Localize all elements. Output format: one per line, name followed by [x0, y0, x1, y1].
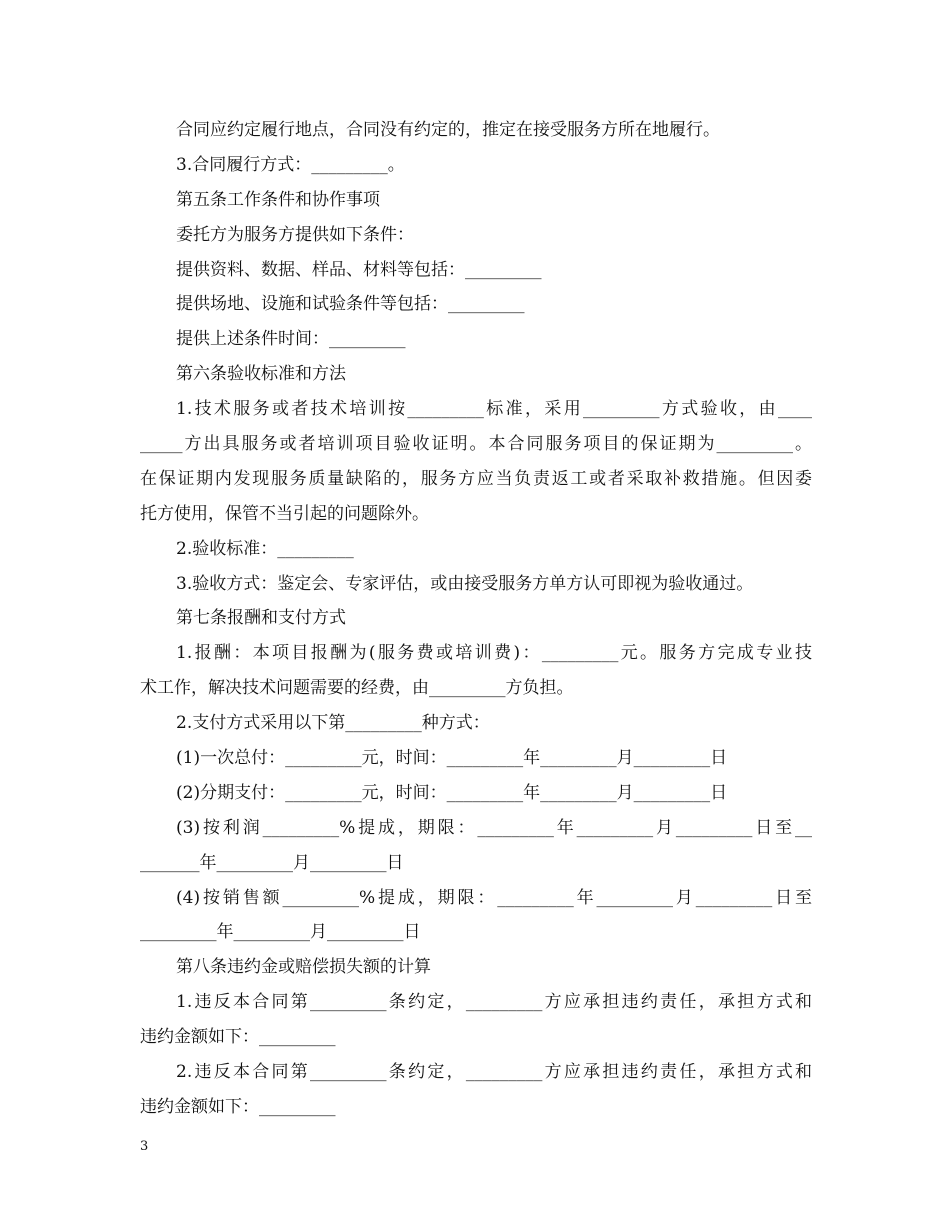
paragraph-line: 3.验收方式：鉴定会、专家评估，或由接受服务方单方认可即视为验收通过。 [176, 573, 754, 594]
paragraph-line: (3)按利润_________%提成，期限：_________年_________月_________日至__ [176, 817, 812, 838]
paragraph-line: 2.违反本合同第_________条约定，_________方应承担违约责任，承担方式和 [176, 1062, 812, 1083]
paragraph-line: 合同应约定履行地点，合同没有约定的，推定在接受服务方所在地履行。 [176, 120, 720, 140]
paragraph-line: _________年_________月_________日 [140, 922, 421, 943]
section-heading: 第六条验收标准和方法 [176, 364, 346, 385]
paragraph-line: 提供资料、数据、样品、材料等包括：_________ [176, 259, 542, 280]
paragraph-line: 在保证期内发现服务质量缺陷的，服务方应当负责返工或者采取补救措施。但因委 [140, 468, 812, 489]
paragraph-line: 1.报酬：本项目报酬为(服务费或培训费)：_________元。服务方完成专业技 [176, 643, 812, 664]
paragraph-line: 术工作，解决技术问题需要的经费，由_________方负担。 [140, 678, 574, 699]
page-number: 3 [140, 1139, 149, 1154]
paragraph-line: 2.支付方式采用以下第_________种方式： [176, 713, 490, 734]
paragraph-line: 2.验收标准：_________ [176, 538, 354, 559]
document-body [140, 113, 812, 1125]
paragraph-line: 违约金额如下：_________ [140, 1027, 336, 1048]
paragraph-line: 托方使用，保管不当引起的问题除外。 [140, 503, 429, 524]
paragraph-line: (1)一次总付：_________元，时间：_________年_________月_________日 [176, 748, 728, 769]
paragraph-line: 提供上述条件时间：_________ [176, 329, 406, 350]
paragraph-line: 委托方为服务方提供如下条件： [176, 224, 414, 245]
paragraph-line: 3.合同履行方式：_________。 [176, 154, 405, 175]
section-heading: 第七条报酬和支付方式 [176, 608, 346, 629]
paragraph-line: (2)分期支付：_________元，时间：_________年_________月_________日 [176, 782, 728, 803]
paragraph-line: (4)按销售额_________%提成，期限：_________年_________月_________日至 [176, 887, 812, 908]
section-heading: 第五条工作条件和协作事项 [176, 189, 380, 210]
section-heading: 第八条违约金或赔偿损失额的计算 [176, 957, 431, 978]
paragraph-line: _____方出具服务或者培训项目验收证明。本合同服务项目的保证期为_________。 [140, 434, 812, 455]
paragraph-line: 1.技术服务或者技术培训按_________标准，采用_________方式验收，由____ [176, 399, 812, 420]
paragraph-line: 1.违反本合同第_________条约定，_________方应承担违约责任，承担方式和 [176, 992, 812, 1013]
paragraph-line: _______年_________月_________日 [140, 852, 404, 873]
paragraph-line: 违约金额如下：_________ [140, 1096, 336, 1117]
paragraph-line: 提供场地、设施和试验条件等包括：_________ [176, 294, 525, 315]
